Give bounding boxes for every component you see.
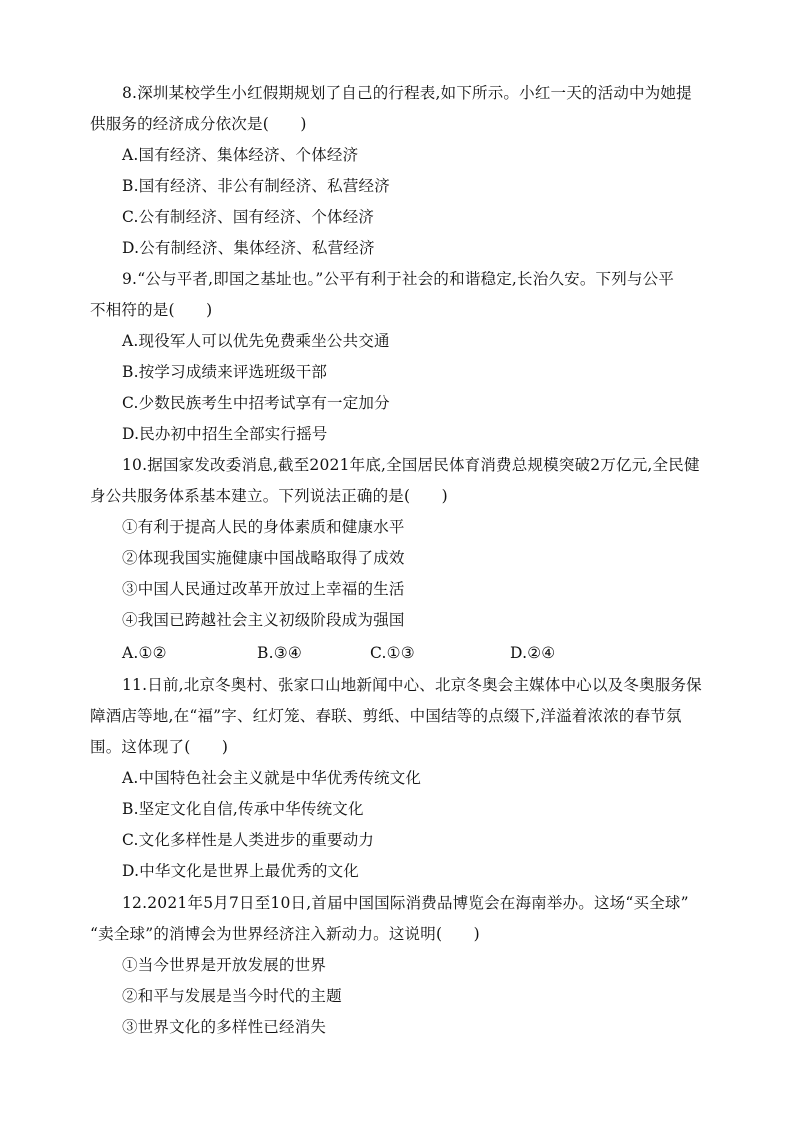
question-11-option-b: B.坚定文化自信,传承中华传统文化: [122, 800, 364, 818]
question-10-statement-3: ③中国人民通过改革开放过上幸福的生活: [122, 580, 405, 598]
question-8-line-2: 供服务的经济成分依次是( ): [90, 115, 307, 133]
question-11-line-2: 障酒店等地,在“福”字、红灯笼、春联、剪纸、中国结等的点缀下,洋溢着浓浓的春节氛: [90, 707, 682, 725]
question-10-statement-1: ①有利于提高人民的身体素质和健康水平: [122, 518, 405, 536]
question-10-line-1: 10.据国家发改委消息,截至2021年底,全国居民体育消费总规模突破2万亿元,全民健: [122, 456, 700, 474]
question-11-option-d: D.中华文化是世界上最优秀的文化: [122, 862, 360, 880]
question-9-option-d: D.民办初中招生全部实行摇号: [122, 425, 328, 443]
question-10-choice-c: C.①③: [370, 644, 415, 662]
question-9-option-b: B.按学习成绩来评选班级干部: [122, 363, 328, 381]
question-11-line-3: 围。这体现了( ): [90, 738, 229, 756]
question-10-statement-2: ②体现我国实施健康中国战略取得了成效: [122, 549, 405, 567]
question-11-line-1: 11.日前,北京冬奥村、张家口山地新闻中心、北京冬奥会主媒体中心以及冬奥服务保: [122, 676, 702, 694]
question-9-option-a: A.现役军人可以优先免费乘坐公共交通: [122, 332, 390, 350]
question-8-option-b: B.国有经济、非公有制经济、私营经济: [122, 177, 390, 195]
question-10-line-2: 身公共服务体系基本建立。下列说法正确的是( ): [90, 487, 448, 505]
question-12-line-2: “卖全球”的消博会为世界经济注入新动力。这说明( ): [90, 925, 480, 943]
question-9-option-c: C.少数民族考生中招考试享有一定加分: [122, 394, 390, 412]
question-8-line-1: 8.深圳某校学生小红假期规划了自己的行程表,如下所示。小红一天的活动中为她提: [122, 84, 692, 102]
question-12-statement-2: ②和平与发展是当今时代的主题: [122, 987, 342, 1005]
question-10-choice-b: B.③④: [257, 644, 302, 662]
question-10-choice-d: D.②④: [510, 644, 556, 662]
question-8-option-c: C.公有制经济、国有经济、个体经济: [122, 208, 375, 226]
question-12-statement-3: ③世界文化的多样性已经消失: [122, 1018, 327, 1036]
question-8-option-d: D.公有制经济、集体经济、私营经济: [122, 239, 375, 257]
question-8-option-a: A.国有经济、集体经济、个体经济: [122, 146, 359, 164]
question-11-option-c: C.文化多样性是人类进步的重要动力: [122, 831, 375, 849]
question-12-statement-1: ①当今世界是开放发展的世界: [122, 956, 327, 974]
question-12-line-1: 12.2021年5月7日至10日,首届中国国际消费品博览会在海南举办。这场“买全球”: [122, 894, 689, 912]
question-10-choice-a: A.①②: [122, 644, 167, 662]
question-11-option-a: A.中国特色社会主义就是中华优秀传统文化: [122, 769, 422, 787]
question-9-line-1: 9.“公与平者,即国之基址也。”公平有利于社会的和谐稳定,长治久安。下列与公平: [122, 270, 675, 288]
question-9-line-2: 不相符的是( ): [90, 301, 213, 319]
question-10-statement-4: ④我国已跨越社会主义初级阶段成为强国: [122, 611, 405, 629]
